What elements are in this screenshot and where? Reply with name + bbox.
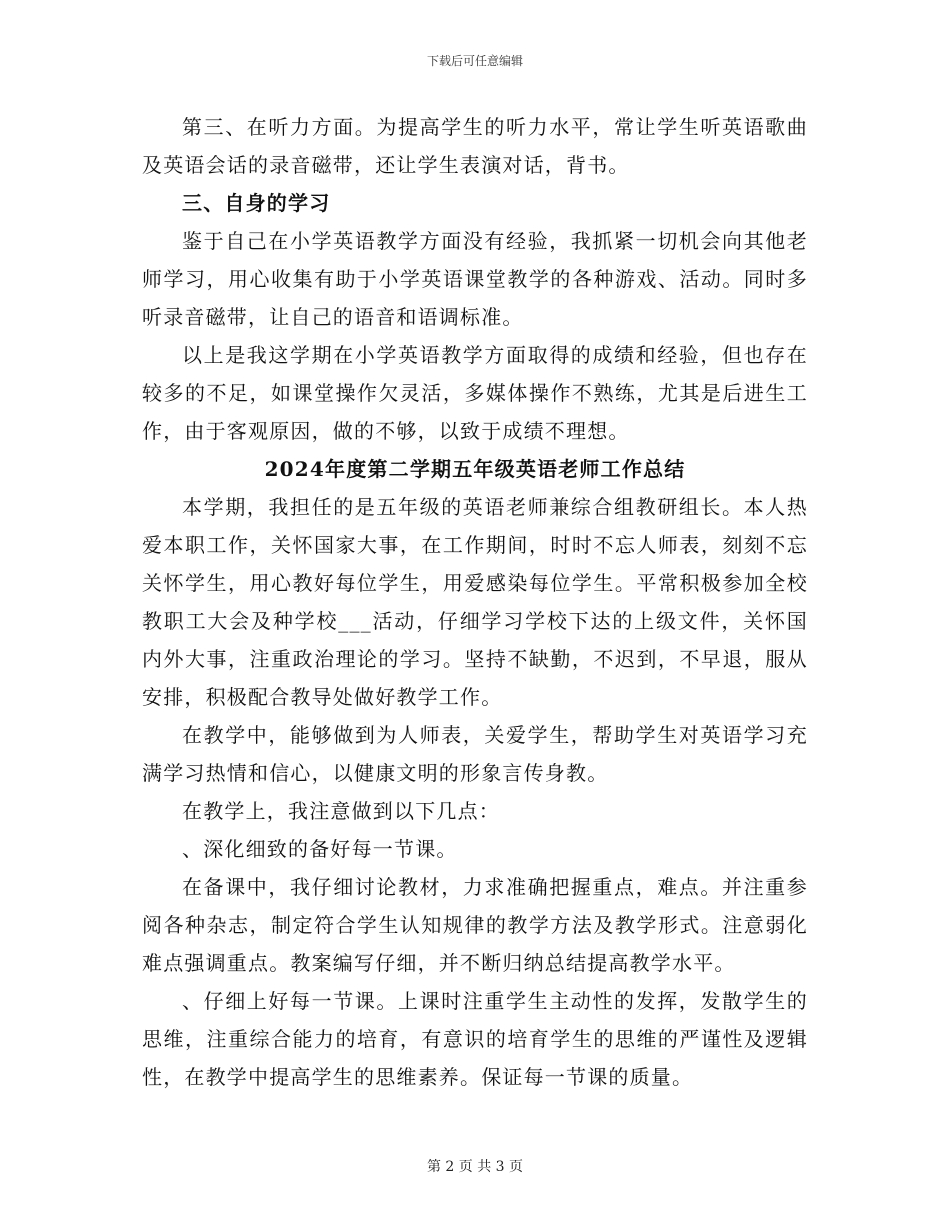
paragraph-point-one: 、深化细致的备好每一节课。 bbox=[182, 837, 458, 861]
section-heading-self-study: 三、自身的学习 bbox=[182, 191, 331, 215]
paragraph-points-intro: 在教学上，我注意做到以下几点： bbox=[182, 799, 500, 823]
document-title: 2024年度第二学期五年级英语老师工作总结 bbox=[264, 457, 686, 481]
paragraph-intro: 本学期，我担任的是五年级的英语老师兼综合组教研组长。本人热爱本职工作，关怀国家大事，在工作期间，时时不忘人师表，刻刻不忘关怀学生，用心教好每位学生，用爱感染每位学生。平常积极参加全校教职工大会及种学校___活动，仔细学习学校下达的上级文件，关怀国内外大事，注重政治理论的学习。坚持不缺勤，不迟到，不早退，服从安排，积极配合教导处做好教学工作。 bbox=[142, 495, 808, 709]
paragraph-lesson-prep: 在备课中，我仔细讨论教材，力求准确把握重点，难点。并注重参阅各种杂志，制定符合学生认知规律的教学方法及教学形式。注意弱化难点强调重点。教案编写仔细，并不断归纳总结提高教学水平。 bbox=[142, 875, 808, 975]
paragraph-point-two: 、仔细上好每一节课。上课时注重学生主动性的发挥，发散学生的思维，注重综合能力的培育，有意识的培育学生的思维的严谨性及逻辑性，在教学中提高学生的思维素养。保证每一节课的质量。 bbox=[142, 989, 808, 1089]
paragraph-teaching-attitude: 在教学中，能够做到为人师表，关爱学生，帮助学生对英语学习充满学习热情和信心，以健康文明的形象言传身教。 bbox=[142, 723, 808, 785]
page-number: 第 2 页 共 3 页 bbox=[426, 1159, 524, 1175]
document-body bbox=[142, 108, 808, 1096]
paragraph-shortcomings: 以上是我这学期在小学英语教学方面取得的成绩和经验，但也存在较多的不足，如课堂操作欠灵活，多媒体操作不熟练，尤其是后进生工作，由于客观原因，做的不够，以致于成绩不理想。 bbox=[142, 343, 808, 443]
header-note: 下载后可任意编辑 bbox=[426, 54, 523, 68]
paragraph-self-study: 鉴于自己在小学英语教学方面没有经验，我抓紧一切机会向其他老师学习，用心收集有助于小学英语课堂教学的各种游戏、活动。同时多听录音磁带，让自己的语音和语调标准。 bbox=[142, 229, 808, 329]
paragraph-listening: 第三、在听力方面。为提高学生的听力水平，常让学生听英语歌曲及英语会话的录音磁带，还让学生表演对话，背书。 bbox=[142, 115, 808, 177]
